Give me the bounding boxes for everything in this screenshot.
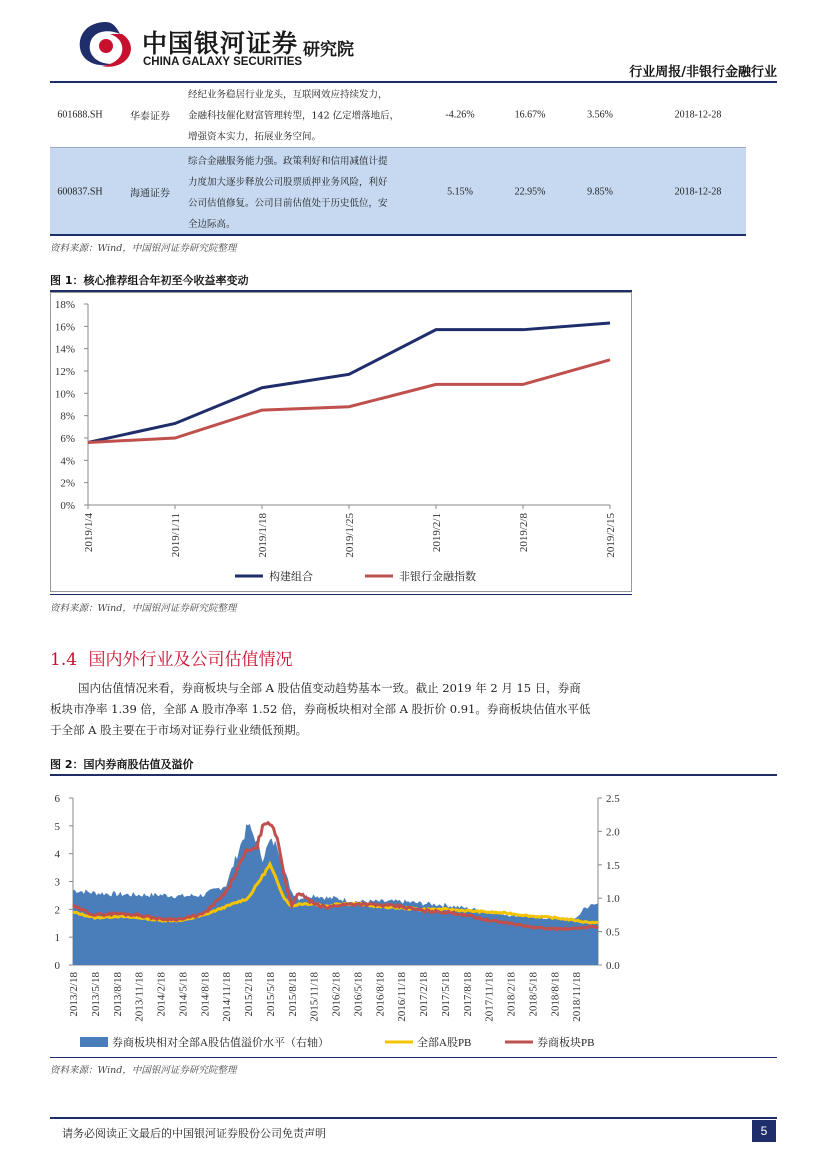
x-tick-label: 2015/5/18 <box>264 972 277 1017</box>
y-right-tick-label: 0.0 <box>606 960 620 972</box>
x-tick-label: 2015/8/18 <box>286 972 299 1017</box>
x-tick-label: 2017/8/18 <box>461 972 474 1017</box>
y-right-tick-label: 1.0 <box>606 893 620 906</box>
row-code: 601688.SH <box>57 109 103 121</box>
y-right-tick-label: 0.5 <box>606 926 620 939</box>
figure2-source: 资料来源：Wind，中国银河证券研究院整理 <box>50 1065 237 1076</box>
series-area-premium <box>73 824 598 965</box>
x-tick-label: 2014/8/18 <box>199 972 212 1017</box>
y-left-tick-label: 1 <box>54 932 60 945</box>
legend-swatch <box>80 1037 108 1047</box>
row-desc-line: 增强资本实力，拓展业务空间。 <box>188 131 322 143</box>
x-tick-label: 2019/1/4 <box>83 513 95 553</box>
y-tick-label: 2% <box>60 477 75 490</box>
page-number: 5 <box>752 1120 776 1142</box>
paragraph-line: 于全部 A 股主要在于市场对证券行业业绩低预期。 <box>50 723 308 737</box>
legend-label: 全部A股PB <box>417 1037 472 1049</box>
x-tick-label: 2018/8/18 <box>549 972 562 1017</box>
y-right-tick-label: 2.0 <box>606 826 620 839</box>
y-tick-label: 10% <box>54 388 75 401</box>
x-tick-label: 2016/5/18 <box>352 972 365 1017</box>
y-left-tick-label: 2 <box>54 904 60 917</box>
x-tick-label: 2019/1/18 <box>257 513 269 558</box>
x-tick-label: 2018/11/18 <box>571 972 584 1022</box>
section-title <box>50 645 292 670</box>
x-tick-label: 2017/2/18 <box>418 972 430 1017</box>
logo-institute: 研究院 <box>303 40 354 60</box>
x-tick-label: 2014/2/18 <box>155 972 168 1017</box>
row-code: 600837.SH <box>57 186 103 198</box>
legend-label: 非银行金融指数 <box>399 571 476 583</box>
figure2-title: 图 2：国内券商股估值及溢价 <box>50 758 194 771</box>
row-name: 海通证券 <box>130 188 170 200</box>
row-date: 2018-12-28 <box>674 109 722 121</box>
y-tick-label: 12% <box>54 366 75 378</box>
x-tick-label: 2019/2/1 <box>431 513 443 553</box>
x-tick-label: 2013/11/18 <box>133 972 146 1022</box>
y-tick-label: 0% <box>60 500 75 512</box>
row-desc-line: 力度加大逐步释放公司股票质押业务风险，利好 <box>188 177 388 188</box>
x-tick-label: 2014/5/18 <box>177 972 190 1017</box>
y-right-tick-label: 2.5 <box>606 793 620 805</box>
legend-label: 券商板块PB <box>537 1037 595 1049</box>
x-tick-label: 2016/11/18 <box>396 972 409 1022</box>
section-number: 1.4 <box>50 650 78 670</box>
x-tick-label: 2014/11/18 <box>221 972 234 1022</box>
row-value-2: 22.95% <box>514 186 546 198</box>
figure1-source: 资料来源：Wind，中国银河证券研究院整理 <box>50 603 237 614</box>
y-tick-label: 8% <box>60 410 75 423</box>
x-tick-label: 2015/11/18 <box>308 972 321 1022</box>
y-left-tick-label: 0 <box>54 960 60 972</box>
row-value-3: 3.56% <box>587 109 613 121</box>
row-desc-line: 综合金融服务能力强。政策利好和信用减值计提 <box>188 156 388 167</box>
row-name: 华泰证券 <box>130 111 170 123</box>
y-tick-label: 18% <box>54 299 75 311</box>
row-value-1: -4.26% <box>445 109 475 121</box>
x-tick-label: 2015/2/18 <box>243 972 255 1017</box>
footer-disclaimer: 请务必阅读正文最后的中国银河证券股份公司免责声明 <box>62 1127 326 1140</box>
x-tick-label: 2017/5/18 <box>439 972 452 1017</box>
y-right-tick-label: 1.5 <box>606 859 620 872</box>
row-desc <box>188 149 428 235</box>
x-tick-label: 2017/11/18 <box>483 972 496 1022</box>
figure1-title: 图 1：核心推荐组合年初至今收益率变动 <box>50 274 249 287</box>
x-tick-label: 2019/2/8 <box>518 513 530 553</box>
row-value-1: 5.15% <box>447 186 473 198</box>
y-left-tick-label: 4 <box>54 848 60 861</box>
section-title-text: 国内外行业及公司估值情况 <box>88 650 293 670</box>
row-date: 2018-12-28 <box>674 186 722 198</box>
table-row <box>50 83 746 147</box>
row-desc-line: 金融科技催化财富管理转型，142 亿定增落地后， <box>188 110 400 122</box>
table-bottom-rule <box>50 234 746 236</box>
legend-label: 券商板块相对全部A股估值溢价水平（右轴） <box>112 1037 329 1049</box>
legend-label: 构建组合 <box>269 571 313 583</box>
x-tick-label: 2018/2/18 <box>505 972 518 1017</box>
x-tick-label: 2016/2/18 <box>330 972 343 1017</box>
y-left-tick-label: 3 <box>54 876 60 889</box>
x-tick-label: 2019/2/15 <box>605 513 617 558</box>
figure1-bottom-rule <box>50 594 632 595</box>
y-tick-label: 16% <box>54 321 75 334</box>
table-source: 资料来源：Wind，中国银河证券研究院整理 <box>50 243 237 254</box>
y-left-tick-label: 6 <box>54 793 60 805</box>
y-left-tick-label: 5 <box>54 820 60 833</box>
table-row <box>50 147 746 236</box>
paragraph-line: 板块市净率 1.39 倍，全部 A 股市净率 1.52 倍，券商板块相对全部 A 股折价 0.91。券商板块估值水平低 <box>50 702 591 716</box>
galaxy-logo-icon <box>76 18 136 70</box>
logo-english-name: CHINA GALAXY SECURITIES <box>143 56 303 68</box>
row-value-3: 9.85% <box>587 186 613 198</box>
header <box>0 0 827 82</box>
x-tick-label: 2013/8/18 <box>111 972 124 1017</box>
x-tick-label: 2016/8/18 <box>374 972 387 1017</box>
figure2-bottom-rule <box>50 1057 777 1058</box>
row-desc-line: 全边际高。 <box>188 219 236 230</box>
logo-chinese-name: 中国银河证券 <box>142 29 299 58</box>
y-tick-label: 4% <box>60 455 75 468</box>
x-tick-label: 2013/5/18 <box>89 972 102 1017</box>
row-desc-line: 公司估值修复。公司目前估值处于历史低位，安 <box>188 198 388 209</box>
section-paragraph <box>50 678 780 741</box>
y-tick-label: 6% <box>60 433 75 445</box>
row-value-2: 16.67% <box>514 109 546 121</box>
row-desc-line: 经纪业务稳居行业龙头，互联网效应持续发力， <box>188 89 388 101</box>
stock-table <box>50 83 746 236</box>
figure2-title-rule <box>50 774 777 776</box>
report-type: 行业周报/非银行金融行业 <box>629 65 777 80</box>
x-tick-label: 2013/2/18 <box>68 972 80 1017</box>
figure2-chart <box>50 780 777 1056</box>
footer-rule <box>50 1117 777 1119</box>
y-tick-label: 14% <box>54 343 75 356</box>
paragraph-line: 国内估值情况来看，券商板块与全部 A 股估值变动趋势基本一致。截止 2019 年 2 月 15 日，券商 <box>78 681 581 695</box>
x-tick-label: 2019/1/25 <box>344 513 356 558</box>
figure1-frame <box>51 293 632 592</box>
row-desc <box>188 83 428 148</box>
figure1-chart <box>50 292 632 592</box>
x-tick-label: 2019/1/11 <box>170 513 182 558</box>
x-tick-label: 2018/5/18 <box>527 972 540 1017</box>
